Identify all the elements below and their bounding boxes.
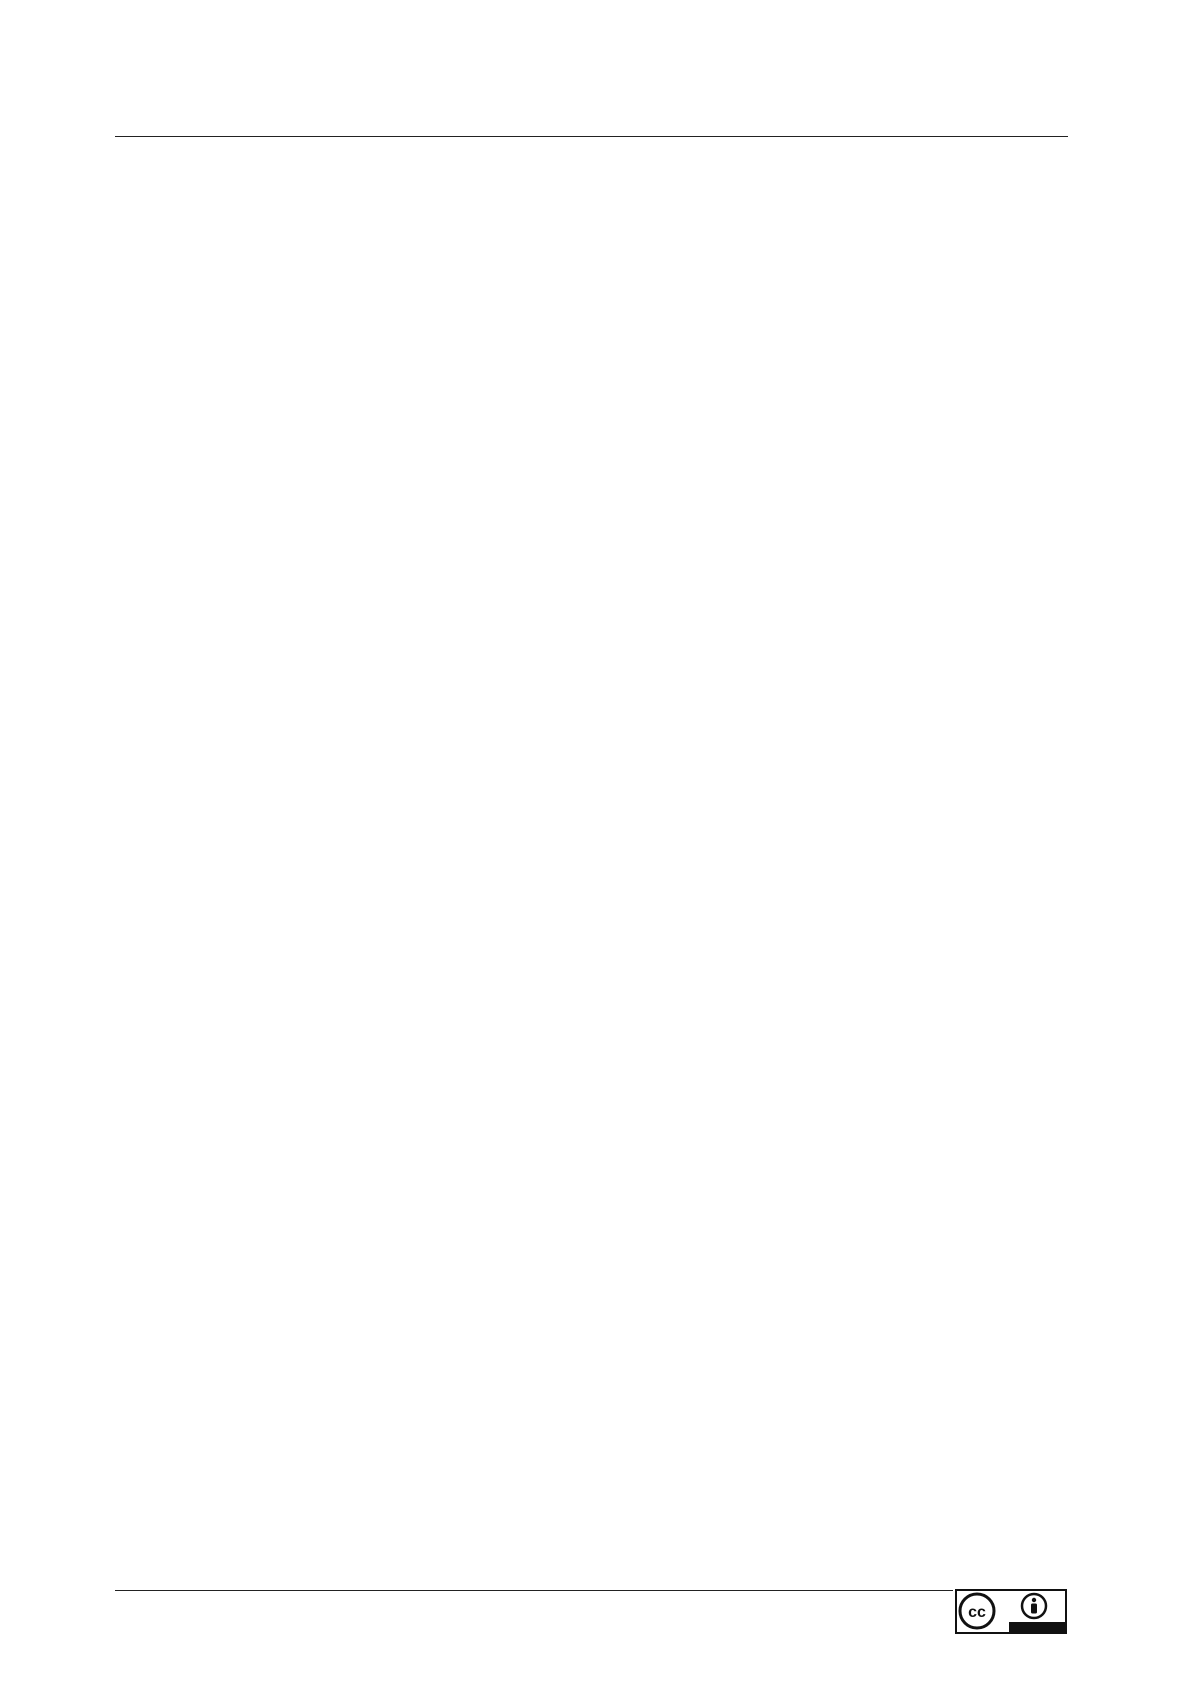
cc-by-license-badge	[955, 1589, 1067, 1634]
header-divider	[115, 136, 1068, 137]
cc-by-icon	[957, 1591, 1065, 1632]
page-body	[115, 155, 1068, 186]
svg-text:cc: cc	[968, 1604, 986, 1621]
by-person-icon	[1022, 1594, 1046, 1618]
cc-icon	[960, 1594, 994, 1628]
footer-divider	[115, 1590, 953, 1591]
